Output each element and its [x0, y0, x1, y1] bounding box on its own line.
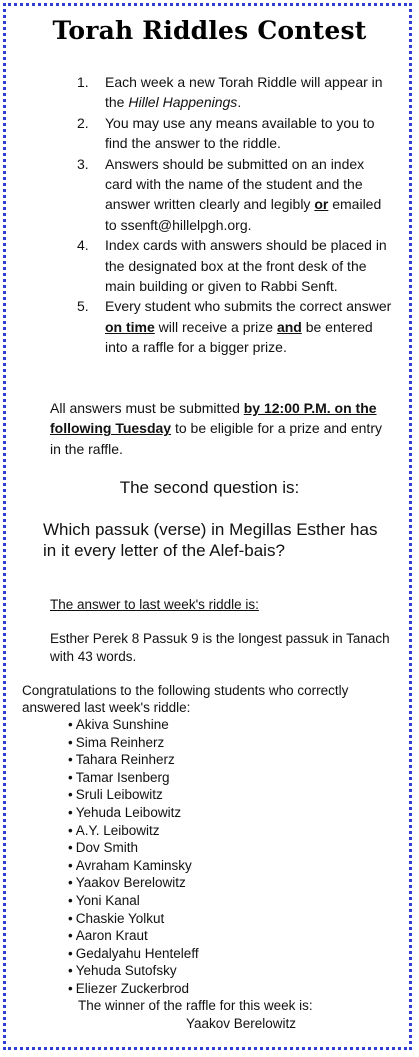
student-name: • Gedalyahu Henteleff: [68, 945, 199, 963]
rule-text: be entered into a raffle for a bigger prize.: [105, 318, 373, 356]
student-name: • Eliezer Zuckerbrod: [68, 980, 199, 998]
student-name: • Tamar Isenberg: [68, 769, 199, 787]
rule-text: or: [314, 196, 329, 213]
deadline-text: All answers must be submitted: [50, 400, 244, 416]
student-name: • Avraham Kaminsky: [68, 857, 199, 875]
deadline-emphasis: by 12:00 P.M. on the following Tuesday: [50, 400, 377, 437]
student-name: • Sruli Leibowitz: [68, 786, 199, 804]
rule-number: 1.: [77, 74, 89, 90]
rule-text: Index cards with answers should be placed in the designated box at the front desk of the main building or given to Rabbi Senft.: [105, 237, 387, 295]
rule-text: Each week a new Torah Riddle will appear in the: [105, 74, 383, 111]
rule-text: You may use any means available to you to find the answer to the riddle.: [105, 114, 375, 152]
rule-item: [0, 235, 419, 296]
rule-text: will receive a prize: [154, 318, 277, 335]
rule-text: Every student who submits the correct answer: [105, 298, 392, 315]
rules-list: [0, 72, 419, 358]
rule-number: 4.: [77, 237, 89, 254]
student-name: • Dov Smith: [68, 839, 199, 857]
rule-item: [0, 72, 419, 113]
rule-item: [0, 296, 419, 357]
student-name: • A.Y. Leibowitz: [68, 822, 199, 840]
student-name: • Yoni Kanal: [68, 892, 199, 910]
student-name: • Yehuda Leibowitz: [68, 804, 199, 822]
student-name: • Akiva Sunshine: [68, 716, 199, 734]
rule-text: on time: [105, 318, 155, 335]
rule-text: and: [276, 318, 302, 335]
rule-item: [0, 113, 419, 154]
raffle-winner-name: Yaakov Berelowitz: [186, 1016, 297, 1031]
rule-text: Answers should be submitted on an index card with the name of the student and the answer written clearly and legibly: [105, 155, 365, 213]
riddle-question: Which passuk (verse) in Megillas Esther has in it every letter of the Alef-bais?: [43, 520, 378, 560]
rule-item: [0, 154, 419, 236]
second-question-label: The second question is:: [119, 478, 300, 497]
rule-text: Hillel Happenings: [128, 94, 238, 111]
deadline-paragraph: [50, 398, 390, 459]
rule-number: 3.: [77, 155, 89, 172]
raffle-winner-label: The winner of the raffle for this week is:: [78, 998, 313, 1013]
student-name: • Aaron Kraut: [68, 927, 199, 945]
congratulations-text: Congratulations to the following students who correctly answered last week's riddle:: [22, 683, 349, 715]
student-name: • Yaakov Berelowitz: [68, 874, 199, 892]
student-name: • Yehuda Sutofsky: [68, 962, 199, 980]
page-title: Torah Riddles Contest: [52, 16, 367, 45]
student-name: • Tahara Reinherz: [68, 751, 199, 769]
rule-text: .: [237, 94, 242, 111]
rule-text: emailed to ssenft@hillelpgh.org.: [105, 196, 382, 233]
rule-number: 2.: [77, 114, 89, 131]
student-name: • Sima Reinherz: [68, 734, 199, 752]
rule-number: 5.: [77, 298, 89, 315]
deadline-text-end: to be eligible for a prize and entry in the raffle.: [50, 420, 382, 457]
students-list: [68, 716, 199, 998]
answer-heading: The answer to last week's riddle is:: [50, 597, 259, 612]
answer-text: Esther Perek 8 Passuk 9 is the longest passuk in Tanach with 43 words.: [50, 631, 390, 664]
student-name: • Chaskie Yolkut: [68, 910, 199, 928]
